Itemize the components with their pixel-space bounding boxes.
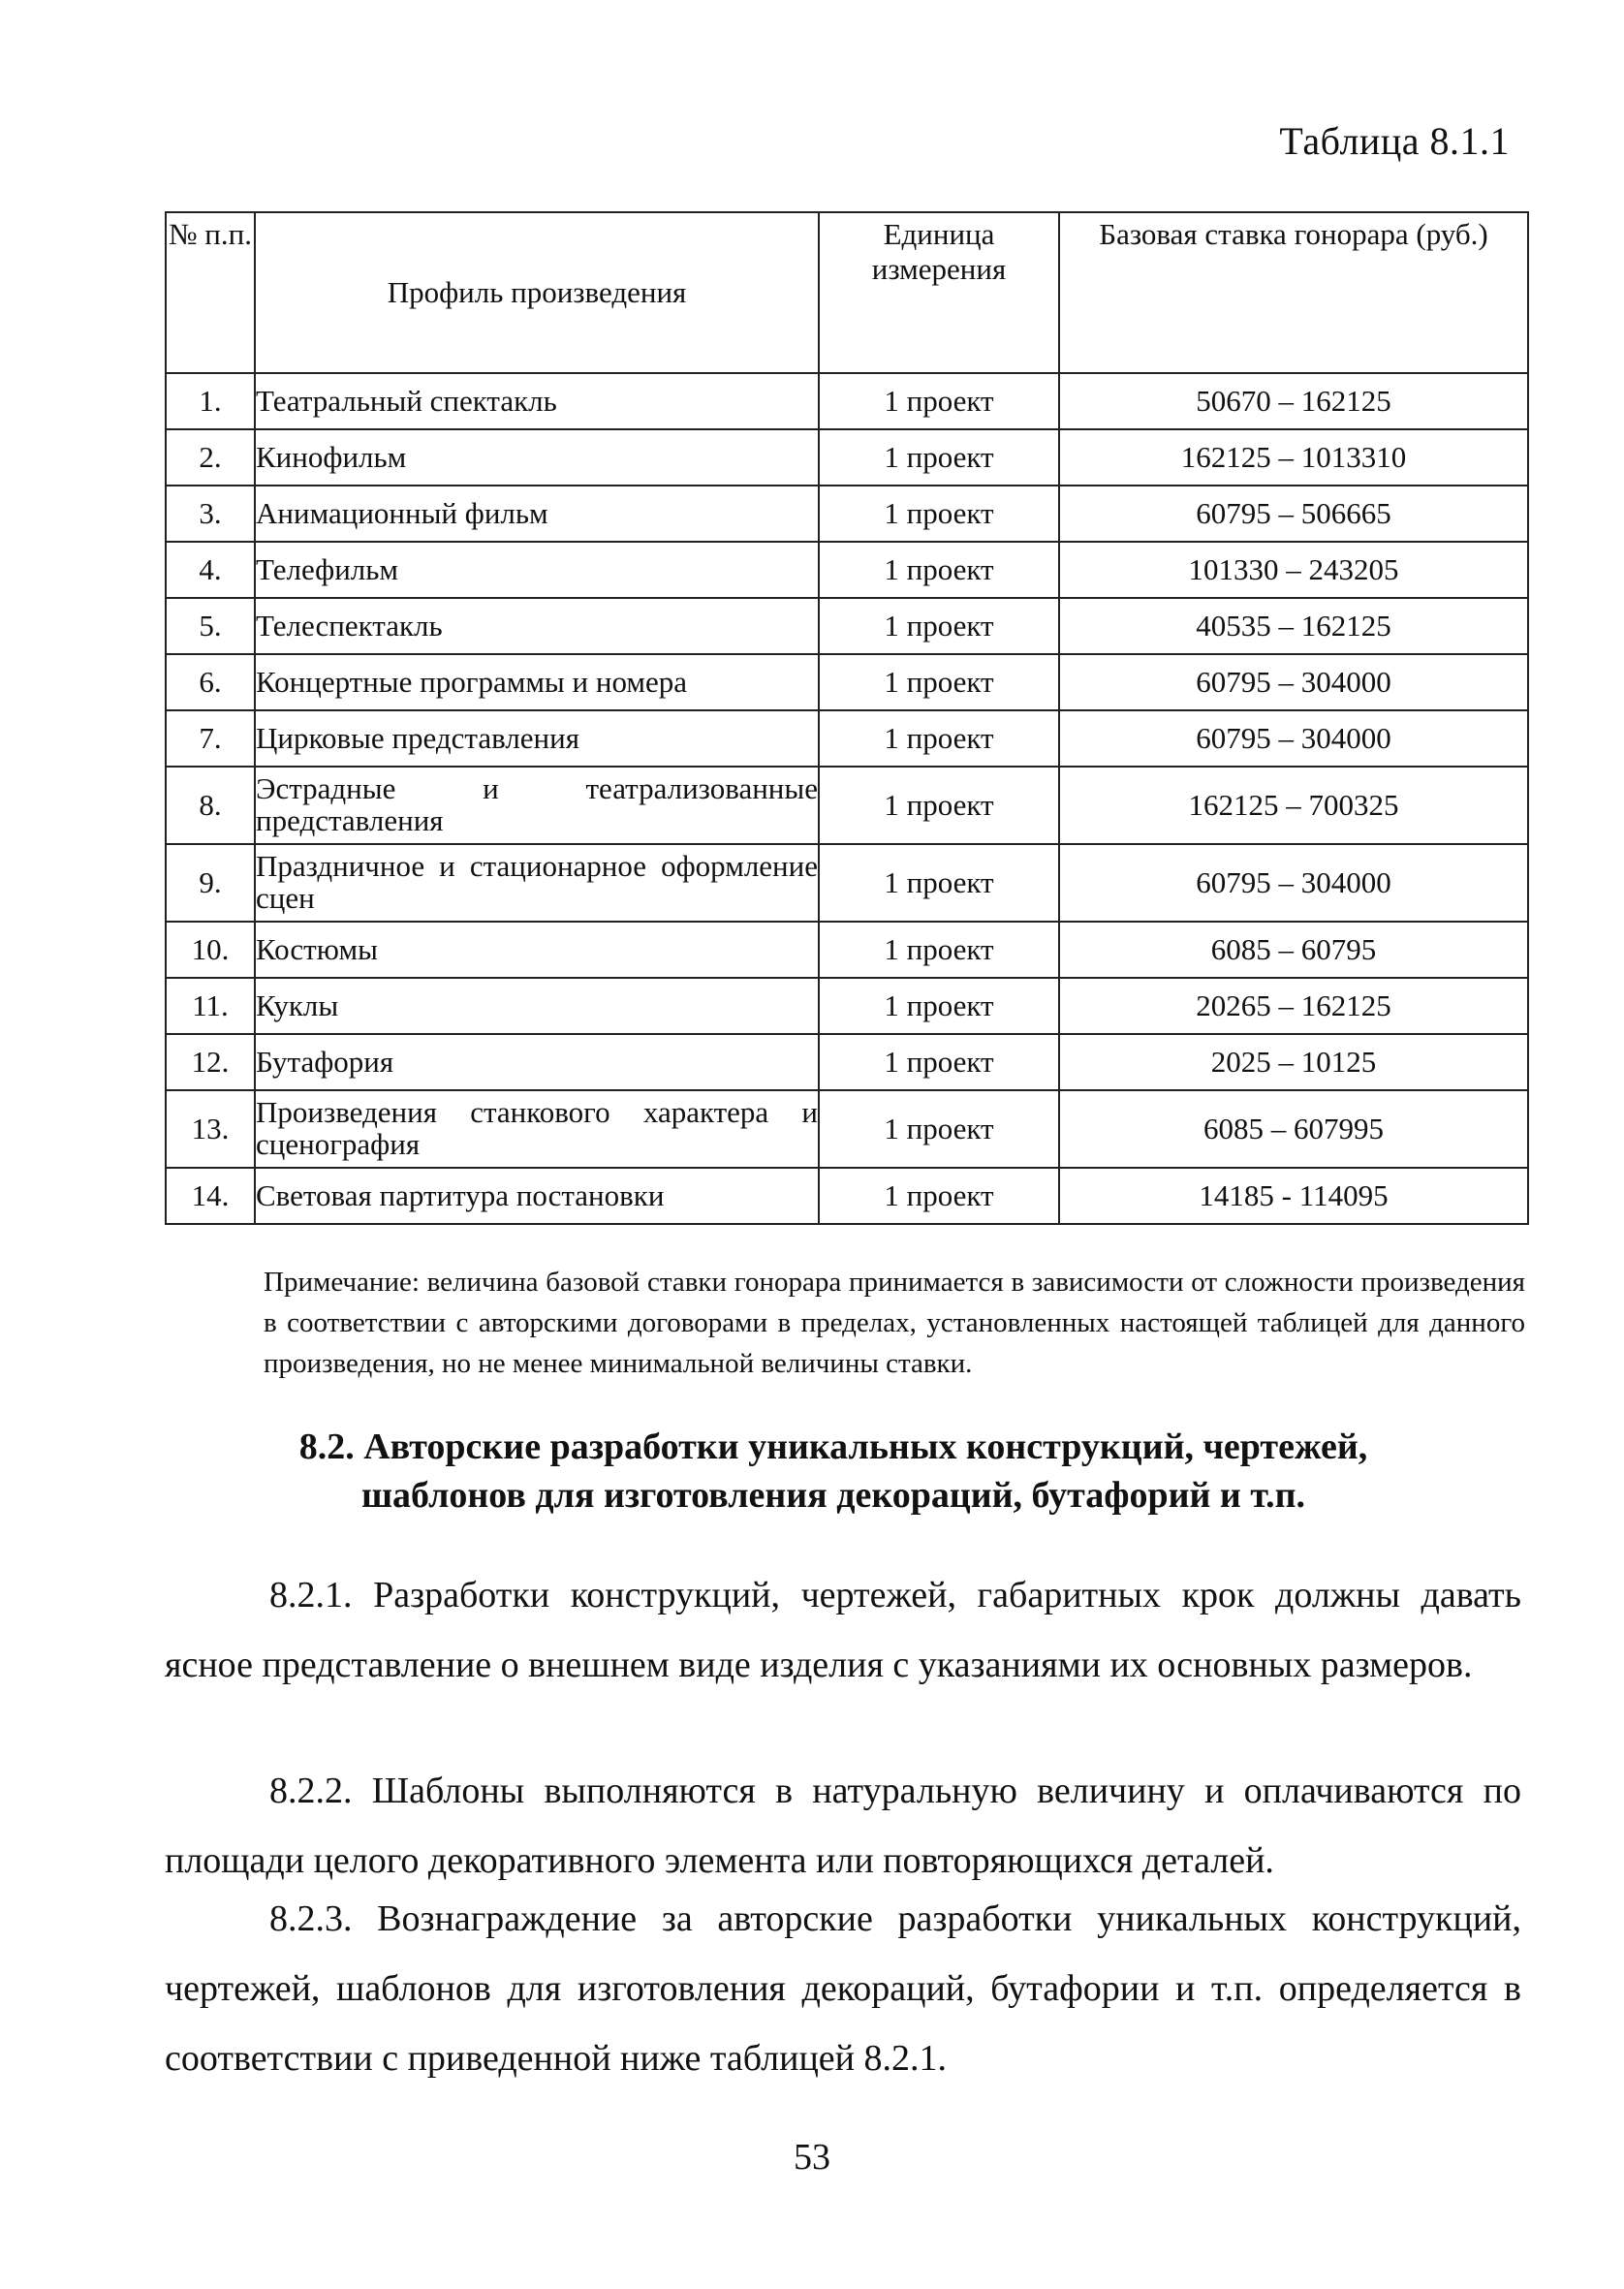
row-num: 5. [166, 598, 255, 654]
row-num: 7. [166, 710, 255, 767]
table-row [166, 486, 1528, 542]
row-unit: 1 проект [819, 373, 1059, 429]
row-name: Кинофильм [255, 429, 819, 486]
header-profile: Профиль произведения [255, 212, 819, 373]
row-rate: 40535 – 162125 [1059, 598, 1528, 654]
table-row [166, 844, 1528, 922]
table-row [166, 1168, 1528, 1224]
row-unit: 1 проект [819, 486, 1059, 542]
row-name: Концертные программы и номера [255, 654, 819, 710]
row-num: 3. [166, 486, 255, 542]
section-heading-line: 8.2. Авторские разработки уникальных конструкций, чертежей, [298, 1427, 1368, 1467]
row-unit: 1 проект [819, 844, 1059, 922]
row-rate: 2025 – 10125 [1059, 1034, 1528, 1090]
row-rate: 14185 - 114095 [1059, 1168, 1528, 1224]
row-unit: 1 проект [819, 542, 1059, 598]
header-num: № п.п. [166, 212, 255, 373]
row-num: 8. [166, 767, 255, 844]
row-rate: 162125 – 1013310 [1059, 429, 1528, 486]
row-name: Театральный спектакль [255, 373, 819, 429]
header-rate: Базовая ставка гонорара (руб.) [1059, 212, 1528, 373]
row-num: 14. [166, 1168, 255, 1224]
table-row [166, 922, 1528, 978]
row-unit: 1 проект [819, 978, 1059, 1034]
row-rate: 60795 – 304000 [1059, 844, 1528, 922]
table-row [166, 654, 1528, 710]
row-num: 6. [166, 654, 255, 710]
row-rate: 60795 – 304000 [1059, 710, 1528, 767]
row-num: 11. [166, 978, 255, 1034]
table-row [166, 373, 1528, 429]
table-caption: Таблица 8.1.1 [1279, 119, 1510, 163]
row-num: 9. [166, 844, 255, 922]
table-row [166, 978, 1528, 1034]
row-num: 12. [166, 1034, 255, 1090]
row-unit: 1 проект [819, 654, 1059, 710]
header-unit: Единица измерения [819, 212, 1059, 373]
row-name: Бутафория [255, 1034, 819, 1090]
row-rate: 20265 – 162125 [1059, 978, 1528, 1034]
row-rate: 101330 – 243205 [1059, 542, 1528, 598]
table-row [166, 542, 1528, 598]
row-num: 4. [166, 542, 255, 598]
row-unit: 1 проект [819, 1168, 1059, 1224]
row-num: 2. [166, 429, 255, 486]
row-unit: 1 проект [819, 1034, 1059, 1090]
row-rate: 6085 – 607995 [1059, 1090, 1528, 1168]
table-note: Примечание: величина базовой ставки гонорара принимается в зависимости от сложности произведения в соответствии с авторскими договорами в пределах, установленных настоящей таблицей для данного произведения, но не менее минимальной величины ставки. [264, 1267, 1525, 1379]
row-unit: 1 проект [819, 922, 1059, 978]
row-unit: 1 проект [819, 1090, 1059, 1168]
paragraph: 8.2.3. Вознаграждение за авторские разработки уникальных конструкций, чертежей, шаблонов для изготовления декораций, бутафории и т.п. определяется в соответствии с приведенной ниже таблицей 8.2.1. [165, 1898, 1521, 2079]
row-name: Куклы [255, 978, 819, 1034]
row-name: Костюмы [255, 922, 819, 978]
row-unit: 1 проект [819, 429, 1059, 486]
paragraph: 8.2.1. Разработки конструкций, чертежей, габаритных крок должны давать ясное представление о внешнем виде изделия с указаниями их основных размеров. [165, 1575, 1521, 1685]
table-row [166, 1090, 1528, 1168]
table-row [166, 1034, 1528, 1090]
row-rate: 50670 – 162125 [1059, 373, 1528, 429]
row-name: Телеспектакль [255, 598, 819, 654]
row-rate: 6085 – 60795 [1059, 922, 1528, 978]
page-number: 53 [794, 2137, 830, 2178]
table-row [166, 767, 1528, 844]
row-name: Произведения станкового характера и сценография [255, 1090, 819, 1168]
section-heading [233, 1423, 1434, 1520]
section-heading-line: шаблонов для изготовления декораций, бутафорий и т.п. [360, 1475, 1306, 1516]
rates-table [165, 211, 1529, 1225]
row-rate: 162125 – 700325 [1059, 767, 1528, 844]
row-num: 13. [166, 1090, 255, 1168]
paragraph: 8.2.2. Шаблоны выполняются в натуральную величину и оплачиваются по площади целого декоративного элемента или повторяющихся деталей. [165, 1771, 1521, 1881]
row-name: Анимационный фильм [255, 486, 819, 542]
row-rate: 60795 – 506665 [1059, 486, 1528, 542]
row-name: Эстрадные и театрализованные представления [255, 767, 819, 844]
table-row [166, 710, 1528, 767]
row-name: Телефильм [255, 542, 819, 598]
table-row [166, 429, 1528, 486]
table-row [166, 598, 1528, 654]
row-name: Световая партитура постановки [255, 1168, 819, 1224]
row-num: 10. [166, 922, 255, 978]
table-header-row [166, 212, 1528, 373]
row-unit: 1 проект [819, 598, 1059, 654]
row-name: Праздничное и стационарное оформление сцен [255, 844, 819, 922]
row-name: Цирковые представления [255, 710, 819, 767]
row-num: 1. [166, 373, 255, 429]
row-unit: 1 проект [819, 767, 1059, 844]
row-rate: 60795 – 304000 [1059, 654, 1528, 710]
row-unit: 1 проект [819, 710, 1059, 767]
